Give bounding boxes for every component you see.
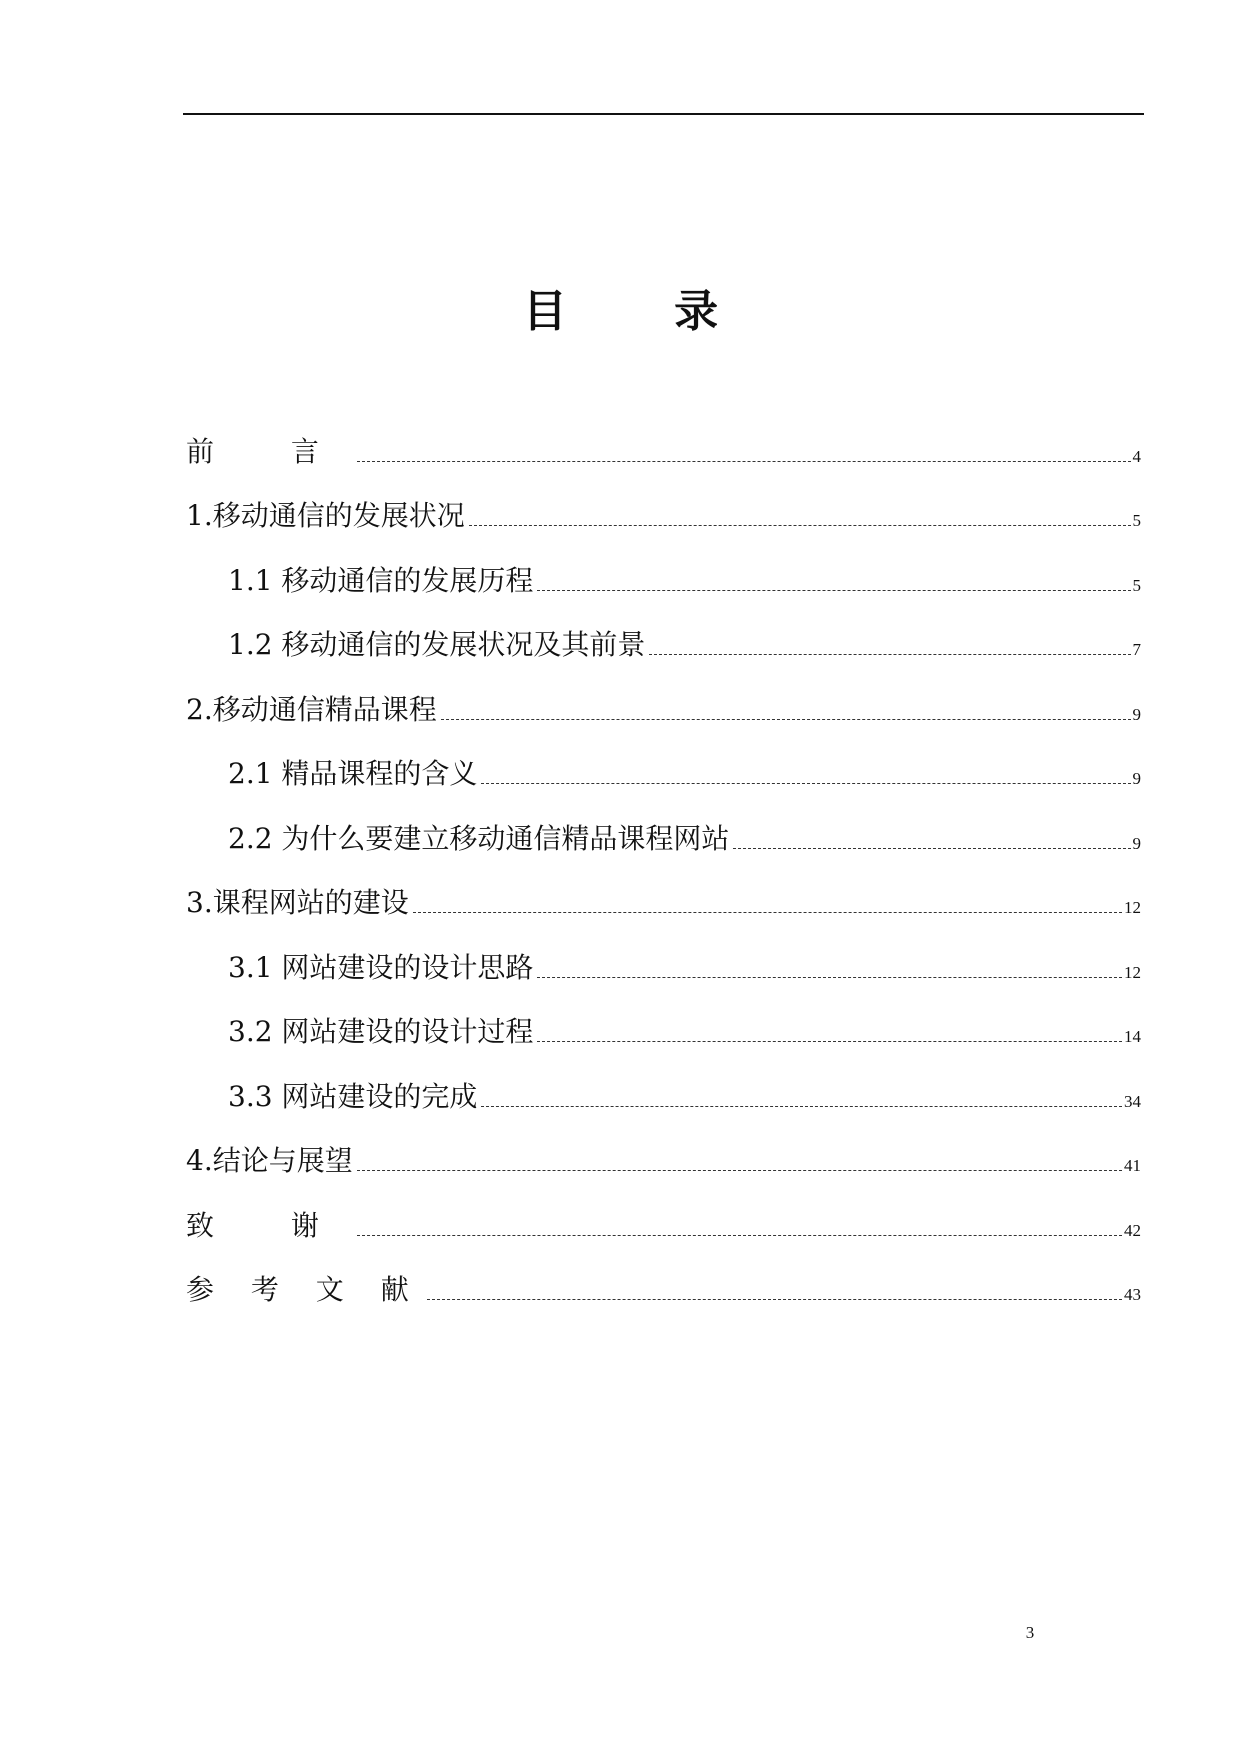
toc-dot-leader [441, 719, 1131, 720]
toc-entry-page: 5 [1132, 511, 1141, 530]
toc-list [186, 415, 1141, 1318]
toc-title: 目 录 [522, 286, 765, 337]
toc-entry[interactable] [186, 996, 1141, 1061]
toc-entry[interactable] [186, 1189, 1141, 1254]
toc-entry-label: 2.移动通信精品课程 [186, 692, 437, 726]
toc-dot-leader [537, 977, 1122, 978]
page-number: 3 [1025, 1623, 1035, 1642]
toc-entry-page: 12 [1124, 962, 1141, 982]
toc-entry[interactable] [186, 931, 1141, 996]
toc-entry-page: 9 [1132, 769, 1141, 788]
toc-entry-label: 4.结论与展望 [186, 1144, 353, 1177]
toc-entry-page: 5 [1132, 575, 1141, 595]
toc-entry[interactable] [186, 480, 1141, 545]
toc-entry[interactable] [186, 544, 1141, 609]
toc-entry-page: 4 [1132, 446, 1141, 466]
toc-entry-label: 参 考 文 献 [186, 1273, 423, 1306]
toc-dot-leader [427, 1299, 1122, 1300]
toc-entry[interactable] [186, 867, 1141, 932]
toc-dot-leader [469, 525, 1131, 526]
toc-entry-label: 1.2 移动通信的发展状况及其前景 [228, 628, 646, 661]
toc-entry-page: 9 [1132, 704, 1141, 724]
toc-entry-page: 34 [1124, 1091, 1141, 1111]
toc-entry-page: 14 [1124, 1027, 1141, 1046]
toc-entry[interactable] [186, 1060, 1141, 1125]
toc-entry[interactable] [186, 802, 1141, 867]
toc-dot-leader [649, 654, 1130, 655]
toc-entry-page: 42 [1124, 1220, 1141, 1240]
toc-entry-label: 2.2 为什么要建立移动通信精品课程网站 [228, 821, 730, 855]
toc-entry[interactable] [186, 1254, 1141, 1319]
toc-dot-leader [357, 461, 1131, 462]
toc-entry-label: 2.1 精品课程的含义 [228, 757, 478, 790]
toc-entry-label: 1.移动通信的发展状况 [186, 499, 465, 532]
toc-dot-leader [537, 590, 1130, 591]
toc-entry[interactable] [186, 1125, 1141, 1190]
toc-entry-label: 致 谢 [186, 1208, 353, 1242]
toc-entry-page: 9 [1132, 833, 1141, 853]
toc-dot-leader [481, 1106, 1122, 1107]
toc-entry[interactable] [186, 415, 1141, 480]
toc-entry-page: 7 [1132, 640, 1141, 659]
toc-entry[interactable] [186, 609, 1141, 674]
toc-entry-page: 41 [1124, 1156, 1141, 1175]
toc-entry-label: 3.3 网站建设的完成 [228, 1079, 478, 1113]
toc-dot-leader [537, 1041, 1122, 1042]
toc-entry-page: 12 [1124, 898, 1141, 917]
toc-dot-leader [357, 1170, 1122, 1171]
toc-entry-label: 前 言 [186, 434, 353, 468]
toc-entry-label: 3.1 网站建设的设计思路 [228, 950, 534, 984]
header-rule [183, 113, 1144, 115]
toc-dot-leader [357, 1235, 1122, 1236]
toc-entry[interactable] [186, 738, 1141, 803]
toc-dot-leader [733, 848, 1130, 849]
toc-entry-label: 3.课程网站的建设 [186, 886, 409, 919]
toc-dot-leader [413, 912, 1122, 913]
toc-entry-page: 43 [1124, 1285, 1141, 1304]
toc-entry[interactable] [186, 673, 1141, 738]
toc-entry-label: 3.2 网站建设的设计过程 [228, 1015, 534, 1048]
toc-dot-leader [481, 783, 1130, 784]
toc-entry-label: 1.1 移动通信的发展历程 [228, 563, 534, 597]
